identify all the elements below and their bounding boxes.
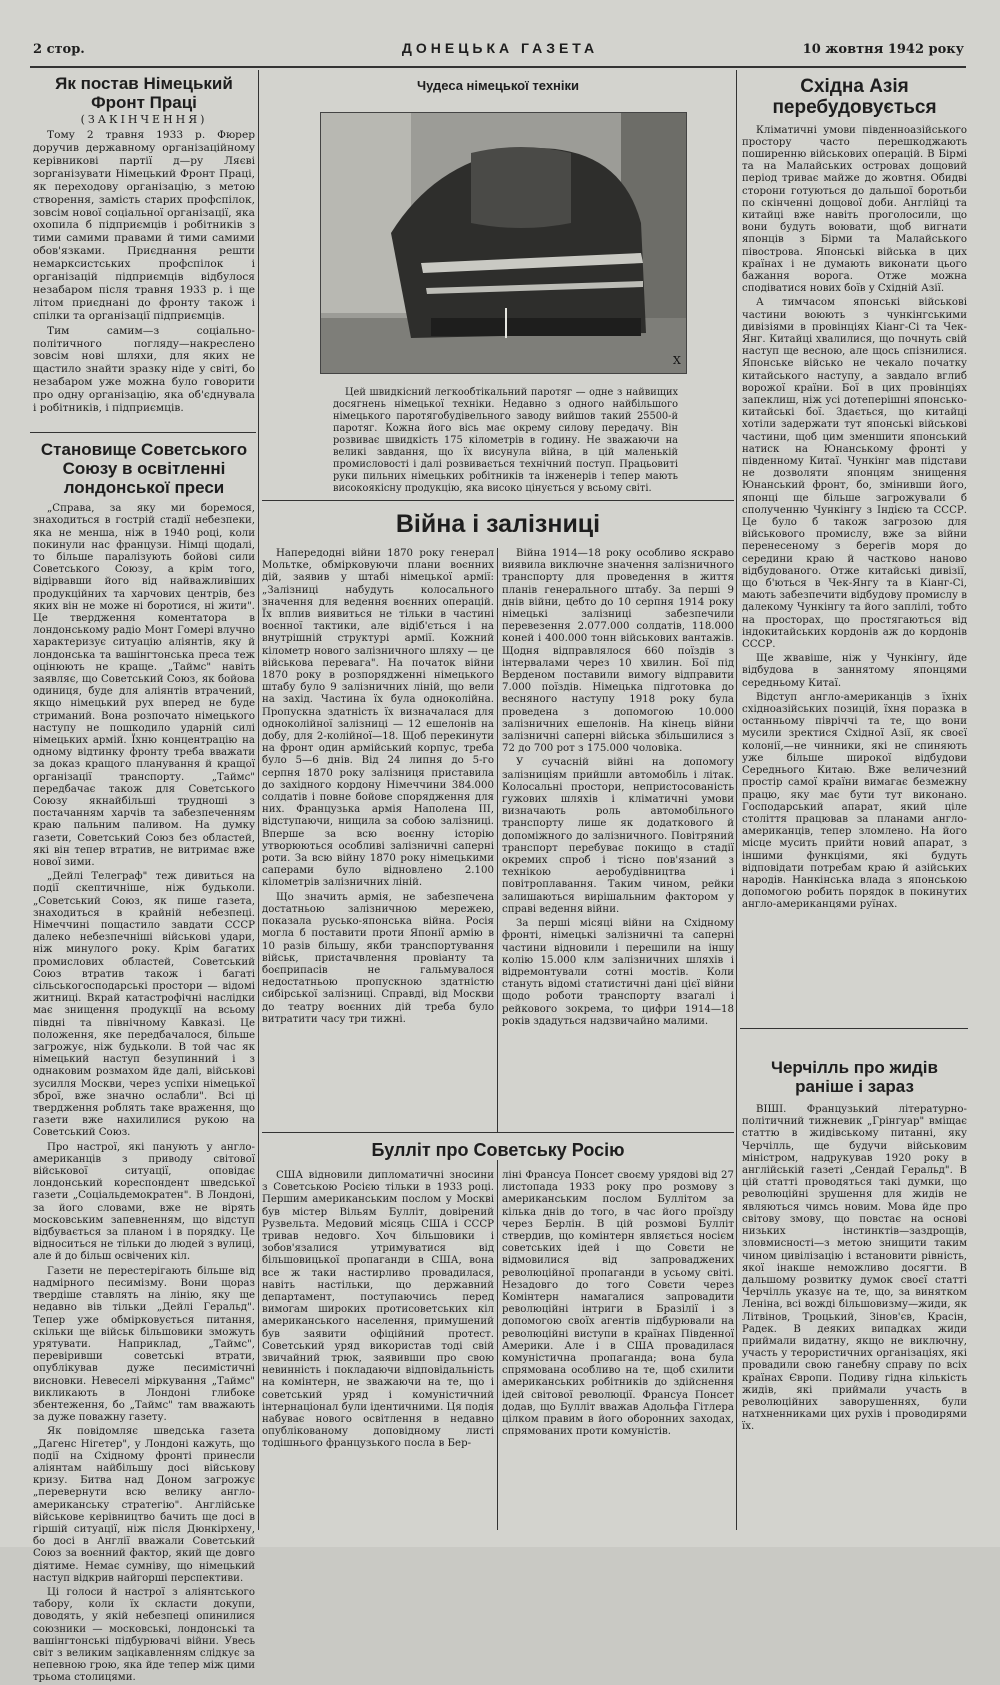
paragraph: Про настрої, які панують у англо-американців з приводу світової військової ситуації, оповідає лондонський кореспондент шведської газети „Соціальдемократен". В Лондоні, за його словами, вже не вірять московським запевненням, що відступ відбувається за планом і в порядку. Це відноситься не тільки до людей з вулиці, але й до більш освічених кіл. — [33, 1141, 255, 1263]
photo-heading: Чудеса німецької техніки — [416, 78, 580, 93]
section-divider — [262, 500, 734, 501]
paragraph: ВІШІ. Французький літературно-політичний тижневик „Грінгуар" вміщає статтю в жидівському питанні, яку Черчілль, ще будучи військовим міністром, надрукував 1920 року в англійській газеті „Сендай Геральд". В цій статті проводяться такі думки, що революційні зрушення для жидів не являються чимсь новим. Мова йде про світову змову, що повстає на основі низьких інстинктів—заздрощів, зловмисності—з метою знищити таким чином цивілізацію і встановити рівність, якої інакше неможливо досягти. В дальшому розвитку думок своєї статті Черчілль указує на те, що, за винятком Леніна, всі вожді більшовизму—жиди, як Літвінов, Троцький, Зінов'єв, Красін, Радек. В деяких випадках жиди приймали видатну, якщо не виключну, участь у терористичних організаціях, які провадили свою ганебну справу по всіх країнах Європи. Подиву гідна кількість жидів, які приймали участь в революційних заворушеннях, були натхненниками цих рухів і проводирями їх. — [742, 1104, 967, 1433]
section-divider — [740, 1028, 968, 1029]
column-divider — [497, 548, 498, 1132]
section-divider — [262, 1132, 734, 1133]
article-bullitt-right — [502, 1170, 734, 1535]
photo-mark: Х — [673, 354, 681, 367]
paragraph: Тому 2 травня 1933 р. Фюрер доручив державному організаційному керівникові партії д—ру Ляєві зорганізувати Німецький Фронт Праці, як переходову організацію, з метою створення, замість старих профспілок, зовсім нової соціальної організації, яка охопила б підприємців і робітників з тими самими правами й тими самими обов'язками. Приєднання решти немарксистських профспілок і організацій підприємців відбулося незабаром після травня 1933 р. і ще літом приєднані до фронту також і спілки та організації підприємців. — [33, 129, 255, 322]
article-headline-bullitt: Буллiт про Советську Росію — [371, 1140, 625, 1160]
paragraph: „Справа, за яку ми боремося, знаходиться в гострій стадії небезпеки, яка не менша, ніж в 1940 році, коли покинули нас французи. Німці щодалі, то більше паралізують бойові сили Советського Союзу, а крім того, відірвавши його від найважливіших продукційних та харчових центрів, без яких він не може ні боротися, ні жити". Це твердження коментатора в лондонському радіо Монт Гомері влучно характеризує ситуацію аліянтів, яку й лондонська та вашінгтонська преса теж оцінюють не краще. „Таймс" навіть заявляє, що Советський Союз, як бойова одиниця, буде для аліянтів втрачений, якщо німецький рух вперед не буде стриманий. Вона розпочато німецького наступу не пошкодило ударній силі німецьких армій. Їхню концентрацію на одному відтинку фронту треба вважати за доказ кращого планування й кращої організації транспорту. „Таймс" передбачає також для Советського Союзу якнайбільші трудноші з постачанням харчів та забезпеченням краю пальним паливом. На думку газети, Советський Союз без областей, які він тепер втратив, не витримає вже нової зими. — [33, 503, 255, 868]
article-railways-left — [262, 548, 494, 1128]
paragraph: За перші місяці війни на Східному фронті, німецькі залізничні та саперні частини відновили і перешили на іншу колію 15.000 клм залізничних шляхів і відремонтували сотні мостів. Коли стануть відомі статистичні дані цієї війни щодо роботи транспорту взагалі і рейкового зокрема, то цифри 1914—18 років здадуться надзвичайно малими. — [502, 918, 734, 1027]
paragraph: Ще жвавіше, ніж у Чункінгу, йде відбудова в заннятому японцями середньому Китаї. — [742, 653, 967, 689]
paragraph: ліні Франсуа Понсет своєму урядові від 27 листопада 1933 року про розмову з американським послом Буллітом за кілька днів до того, в час його проїзду через Берлін. В цій розмові Булліт ствердив, що комінтерн являється носієм советських ідей і що Совєти не відмовилися від запроваджених революційної пропаганди в усьому світі. Незадовго до того Совєти через Комінтерн намагалися запровадити революційні інтриги в Бразілії і з допомогою своїх агентів підбурювали на революційні виступи в країнах Південної Америки. Але і в США провадилася комуністична пропаганда; вона була спрямована особливо на те, щоб схилити американських робітників до здійснення ідей світової революції. Франсуа Понсет додав, що Булліт вважав Адольфа Гітлера цілком правим в його оборонних заходах, спрямованих проти комуністів. — [502, 1170, 734, 1438]
paragraph: Газети не перестерігають більше від надмірного песимізму. Вони щораз твердіше ставлять на лінію, яку ще недавно вів тільки „Дейлі Геральд". Тепер уже обмірковується питання, скільки ще військ більшовики зможуть урятувати. Наприклад, „Таймс", перевіривши советські втрати, опублікував дуже песимістичні висновки. Невеселі міркування „Таймс" викликають в Лондоні глибоке збентеження, бо „Таймс" там вважають за дуже поважну газету. — [33, 1265, 255, 1424]
paragraph: Напередодні війни 1870 року генерал Мольтке, обмірковуючи плани воєнних дій, заявив у штабі німецької армії: „Залізниці набудуть колосального значення для ведення воєнних операцій. Їх вплив виявиться не тільки в частині воєнної тактики, але відіб'ється і на внутрішній структурі армії. Кожний кілометр нового залізничного шляху — це військова перевага". На початок війни 1870 року в розпорядженні німецького штабу було 9 залізничних ліній, що вели на захід. Частина їх була одноколійна. Пропускна здатність їх визначалася для одноколійної залізниці — 12 ешелонів на добу, для 2-колійної—18. Щоб перекинути на фронт один армійський корпус, треба було 5—6 днів. Від 24 липня до 5-го серпня 1870 року залізниця приставила до західного кордону Німеччини 384.000 солдатів і повне бойове спорядження для них. Французька армія Наполена III, відступаючи, нищила за собою залізниці. Вперше за всю воєнну історію утворюються особливі залізничні саперні роти. За всю війну 1870 року німецькими саперами було відновлено 2.100 кілометрів залізничних ліній. — [262, 548, 494, 889]
masthead-rule — [30, 66, 966, 68]
article-railways-right — [502, 548, 734, 1128]
paragraph: Кліматичні умови південноазійського простору часто перешкоджають поширенню військових операцій. В Бірмі та на Малайських островах дощовий період триває майже до жовтня. Обидві сторони готуються до дальшої боротьби по скінченні дощової доби. Англійці та китайці вже навіть проголосили, що вони будуть воювати, щоб вигнати японців з Бірми та Малайського півострова. Японські війська в цих країнах і не думають виконати цього бажання ворога. Отже можна сподіватися нових боїв у Східній Азії. — [742, 124, 967, 295]
article-soviet-position — [33, 440, 255, 1684]
paragraph: „Дейлі Телеграф" теж дивиться на події скептичніше, ніж будьколи. „Советський Союз, як пише газета, знаходиться в крайній небезпеці. Німеччині пощастило завдати СССР далеко небезпечніші військові удари, ніж минулого року. Крім багатих промислових областей, Советський Союз втратив також і багаті сільськогосподарські простори — відомі житниці. Вкрай катастрофічні наслідки має знищення продукції на всьому півдні та північному Кавказі. Це положення, яке передбачалося, більше загрожує, ніж будьколи. В той час як німецький наступ безупинний і з однаковим розмахом йде далі, військові зусилля Москви, через успіхи німецької зброї, вже значно ослабли". Всі ці твердження роблять таке враження, що газети вже нахилилися рукою на Советський Союз. — [33, 871, 255, 1139]
article-headline-railways: Війна і залізниці — [395, 510, 601, 538]
paragraph: Як повідомляє шведська газета „Дагенс Нігетер", у Лондоні кажуть, що події на Східному фронті принесли аліянтам найбільшу досі військову кризу. Битва над Доном загрожує „перевернути всю велику англо-американську стратегію". Англійське військове керівництво бачить ще досі в гіршій ситуації, ніж після Дюнкірхену, бо досі в Англії вважали Советський Союз за воєнний фактор, який ще довго діятиме. Немає сумніву, що німецький наступ відкрив найгорші перспективи. — [33, 1426, 255, 1584]
paragraph: Відступ англо-американців з їхніх східноазійських позицій, їхня поразка в останньому півріччі та те, що вони мусили зректися Східної Азії, як своєї колонії,—не чинники, які не спиняють уже більше широкої відбудови Середнього Китаю. Вже величезний простір самої країни вимагає безмежну працю, яку має бути тут виконано. Господарський апарат, який ціле століття працював за планами англо-американців, тепер зломлено. На його місце мусить прийти новий апарат, з іншими функціями, які будуть відповідати потребам краю й азійських народів. Нанкінська влада з японською допомогою робить порядок в покинутих англо-американцями руїнах. — [742, 691, 967, 911]
locomotive-illustration — [321, 113, 686, 373]
article-headline: Черчілль про жидів раніше і зараз — [771, 1058, 938, 1097]
article-bullitt-left — [262, 1170, 494, 1535]
article-headline: Східна Азія перебудовується — [772, 76, 937, 119]
article-labour-front — [33, 74, 255, 430]
photo-caption: Цей швидкісний легкообтікальний паротяг — одне з найвищих досягнень німецької техніки. Недавно з одного найбільшого німецького паротягобудівельного заводу вийшов такий 25500-й паротяг. Кожна його вісь має окрему силову передачу. Він розвиває швидкість 175 кілометрів в годину. Не зважаючи на великі завдання, що їх висунула війна, в цій маленькій промисловості і далі розвивається технічний поступ. Працьовиті руки пильних німецьких робітників та інженерів і тепер мають високоякісну продукцію, яка високо цінується у всьому світі. — [333, 387, 678, 494]
paragraph: Ці голоси й настрої з аліянтського табору, коли їх скласти докупи, доводять, у якій небезпеці опинилися союзники — московські, лондонські та вашінгтонські підбурювачі війни. Увесь світ з великим зацікавленням слідкує за непевною грою, яка йде тепер між цими трьома столицями. — [33, 1586, 255, 1684]
paragraph: У сучасній війні на допомогу залізниціям прийшли автомобіль і літак. Колосальні простори, непристосованість гужових шляхів і кліматичні умови визначають роль автомобільного транспорту лише як додаткового й допоміжного до залізничного. Повітряний транспорт перебуває покищо в стадії окремих спроб і тісно пов'язаний з технікою аеробудівництва і повітроплавання. Таким чином, рейки залишаються вирішальним фактором у справі ведення війни. — [502, 757, 734, 915]
paper-title: ДОНЕЦЬКА ГАЗЕТА — [401, 40, 599, 56]
masthead — [0, 38, 1000, 68]
article-subtitle: (ЗАКІНЧЕННЯ) — [80, 113, 208, 127]
column-divider — [736, 70, 737, 1530]
section-divider — [30, 432, 256, 433]
column-divider — [258, 70, 259, 1530]
paragraph: США відновили дипломатичні зносини з Советською Росією тільки в 1933 році. Першим американським послом у Москві був містер Вільям Булліт, довірений Рузвельта. Медовий місяць США і СССР тривав недовго. Хоч більшовики і зобов'язалися утримуватися від більшовицької пропаганди в США, вона все ж таки настирливо провадилася, навіть настільки, що державний департамент, поступаючись перед вимогам широких протисоветських кіл американського населення, примушений був заявити офіційний протест. Советський уряд використав тоді свій звичайний трюк, заявивши про свою невинність і покладаючи відповідальність на комінтерн, не зважаючи на те, що і советський уряд і комуністичний інтернаціонал були ідентичними. Ця подія набуває нового освітлення в недавно опублікованому доповідному листі тодішнього французького посла в Бер- — [262, 1170, 494, 1450]
paragraph: Тим самим—з соціально-політичного погляду—накреслено зовсім нові шляхи, для яких не щастило знайти зразку ніде у світі, бо незабаром уже можна було говорити про одну організацію, яка об'єднувала і робітників, і підприємців. — [33, 324, 255, 415]
paragraph: Що значить армія, не забезпечена достатньою залізничною мережею, показала русько-японська війна. Росія могла б поставити проти Японії армію в 10 разів більшу, якби транспортування військ, пристачвлення провіанту та боєприпасів не гальмувалося недостатньою пропускною здатністю сибірської залізниці. Справді, від Москви до театру воєнних дій треба було витратити часу три тижні. — [262, 891, 494, 1025]
locomotive-photo — [320, 112, 687, 374]
paragraph: Війна 1914—18 року особливо яскраво виявила виключне значення залізничного транспорту для проведення в життя планів генерального штабу. За перші 9 днів війни, цебто до 10 серпня 1914 року німецькі залізниці забезпечили перевезення 2.077.000 солдатів, 118.000 коней і 400.000 тонн військових вантажів. Щодня відправлялося 660 поїздів з інтервалами через 10 хвилин. Бої під Верденом поставили вимогу відправити 7.000 поїздів. Німецька підготовка до весняного наступу 1918 року була проведена з допомогою 10.000 залізничних ешелонів. На кінець війни залізничні саперні війська збільшилися з 72 до 700 рот з 175.000 чоловіка. — [502, 548, 734, 755]
article-headline: Як постав Німецький Фронт Праці — [55, 74, 233, 113]
column-divider — [497, 1160, 498, 1530]
article-churchill — [742, 1058, 967, 1538]
article-east-asia — [742, 76, 967, 1026]
article-headline: Становище Советського Союзу в освітленні лондонської преси — [40, 440, 248, 498]
issue-date: 10 жовтня 1942 року — [802, 42, 964, 57]
page-number: 2 стор. — [33, 42, 85, 57]
paragraph: А тимчасом японські військові частини воюють з чункінгськими дивізіями в провінціях Кіанг-Сі та Чек-Янг. Китайці хвалилися, що почнуть свій наступ ще весною, але щось спізнилися. Японське військо не чекало початку китайського наступу, а завдало вглиб ворожої країни. Бої в цих провінціях запеклиш, ніж усі дотеперішні японсько-китайські бої. Здається, що китайці хотіли задержати тут японські військові частини, щоб цим зменшити японський натиск на Юнанському фронті у південному Китаї. Чункінг мав підстави не дозволяти японцям знищення Юнанський фронт, бо, змінивши його, японці ще більше загрожували б сполученню Чункінгу з Індією та СССР. Це було б також загрозою для військового промислу, вже за війни перенесеному з берегів моря до середини краю й частково наново відбудованого. Отже китайські дивізії, що б'ються в Чек-Янгу та в Кіанг-Сі, мають забезпечити відбудову промислу в далекому Чункінгу та його заплілі, тобто на просторах, що простягаються від індокитайських кордонів аж до кордонів СССР. — [742, 297, 967, 651]
